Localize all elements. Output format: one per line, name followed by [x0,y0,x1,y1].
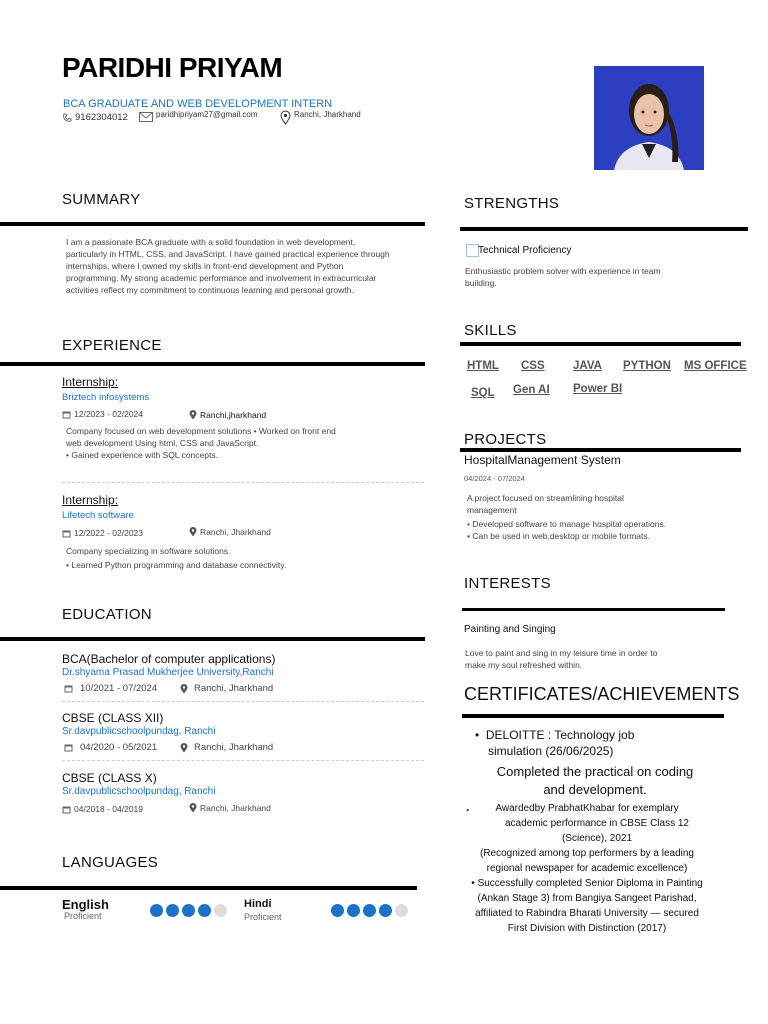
certificates-heading: CERTIFICATES/ACHIEVEMENTS [464,684,740,704]
calendar-icon [62,805,71,814]
calendar-icon [62,410,71,419]
email-icon [139,112,153,122]
certificate-diploma: • Successfully completed Senior Diploma in Painting (Ankan Stage 3) from Bangiya Sangeet Parishad, affiliated to Rabindra Bharati University — secured First Division with Distinction (2017) [471,878,703,934]
rating-dot [182,904,195,917]
rating-dot [166,904,179,917]
education-dates-1: 10/2021 - 07/2024 [64,683,157,694]
education-degree-1: BCA(Bachelor of computer applications) [62,652,276,666]
education-separator [62,701,424,702]
certificate-award: Awardedby PrabhatKhabar for exemplary academic performance in CBSE Class 12 (Science), 2021 (Recognized among top performers by a leading regional newspaper for academic excellence) [479,803,694,874]
phone-contact [62,112,128,123]
location-pin-icon [189,410,197,420]
job-company-2: Lifetech software [62,510,134,521]
calendar-icon [64,743,73,752]
skills-heading: SKILLS [464,322,517,339]
skill-tag: PYTHON [623,360,671,372]
job-title-2: Internship: [62,493,119,507]
location-pin-icon [189,527,197,537]
skill-tag: JAVA [573,360,602,372]
experience-heading: EXPERIENCE [62,337,162,354]
education-location-1: Ranchi, Jharkhand [180,683,273,694]
language-level-hindi: Proficient [244,912,282,922]
location-text: Ranchi, Jharkhand [294,110,361,119]
education-degree-2: CBSE (CLASS XII) [62,711,164,725]
education-school-3: Sr.davpublicschoolpundag, Ranchi [62,786,216,797]
languages-heading: LANGUAGES [62,854,159,871]
skill-tag: HTML [467,360,499,372]
rating-dot [347,904,360,917]
experience-divider [0,362,425,366]
languages-divider [0,886,417,890]
job-dates-2: 12/2022 - 02/2023 [62,528,143,538]
projects-divider [460,448,741,452]
bullet-icon: . [466,800,470,814]
resume-subtitle: BCA GRADUATE AND WEB DEVELOPMENT INTERN [63,98,333,110]
language-name-hindi: Hindi [244,898,272,910]
education-dates-2: 04/2020 - 05/2021 [64,742,157,753]
location-pin-icon [180,684,188,694]
summary-divider [0,222,425,226]
projects-heading: PROJECTS [464,431,547,448]
strength-item: Technical Proficiency [478,245,572,256]
education-degree-3: CBSE (CLASS X) [62,771,157,785]
education-school-2: Sr.davpublicschoolpundag, Ranchi [62,726,216,737]
phone-icon [62,113,72,123]
resume-name: PARIDHI PRIYAM [62,52,283,83]
education-divider [0,637,425,641]
education-location-2: Ranchi, Jharkhand [180,742,273,753]
language-name-english: English [62,897,109,912]
education-heading: EDUCATION [62,606,152,623]
rating-dot [379,904,392,917]
job-description-1: Company focused on web development solutions • Worked on front end web development Using html, CSS and JavaScript. • Gained experience with SQL concepts. [66,426,336,460]
interests-heading: INTERESTS [464,575,551,592]
education-school-1: Dr.shyama Prasad Mukherjee University,Ranchi [62,667,274,678]
skills-divider [460,342,741,346]
rating-dot [198,904,211,917]
job-title-1: Internship: [62,375,119,389]
language-level-english: Proficient [64,911,102,921]
rating-dot [395,904,408,917]
job-location-1: Ranchi,jharkhand [189,410,266,420]
strength-description: Enthusiastic problem solver with experience in team building. [465,266,661,288]
skill-tag: Power BI [573,383,623,395]
project-description: A project focused on streamlining hospital management • Developed software to manage hospital operations. • Can be used in web,desktop or mobile formats. [467,493,667,541]
calendar-icon [64,684,73,693]
project-name: HospitalManagement System [464,453,621,467]
skill-tag: SQL [471,387,495,399]
skill-tag: MS OFFICE [684,360,747,372]
location-contact [280,110,361,125]
certificate-deloitte: • DELOITTE : Technology job simulation (26/06/2025) [475,728,635,758]
skill-tag: Gen AI [513,384,550,396]
interest-description: Love to paint and sing in my leisure time in order to make my soul refreshed within. [465,648,658,670]
education-separator [62,760,424,761]
language-rating-english [150,904,230,922]
interest-item: Painting and Singing [464,624,556,635]
education-location-3: Ranchi, Jharkhand [189,803,271,813]
rating-dot [150,904,163,917]
job-company-1: Briztech infosystems [62,392,150,403]
certificates-divider [462,714,724,718]
rating-dot [331,904,344,917]
location-pin-icon [189,803,197,813]
email-contact [139,109,258,122]
certificate-practical: Completed the practical on coding and development. [496,764,694,797]
job-separator [62,482,424,483]
interests-divider [462,608,725,611]
location-pin-icon [280,110,291,125]
project-dates: 04/2024 - 07/2024 [464,474,525,483]
language-rating-hindi [331,904,411,922]
phone-number: 9162304012 [75,112,128,123]
summary-text: I am a passionate BCA graduate with a solid foundation in web development, particularly in HTML, CSS, and JavaScript. I have gained practical experience through internships, where I owned my skills in front-end development and Python programming. My strong academic performance and involvement in extracurricular activities reflect my commitment to continuous learning and personal growth. [66,237,390,295]
email-address: paridhipriyam27@gmail.com [156,109,258,119]
job-description-2: Company specializing in software solutions. • Learned Python programming and database connectivity. [66,546,287,570]
rating-dot [214,904,227,917]
strengths-heading: STRENGTHS [464,195,560,212]
strengths-divider [460,227,748,231]
job-dates-1: 12/2023 - 02/2024 [62,409,143,419]
profile-photo [594,66,704,170]
job-location-2: Ranchi, Jharkhand [189,527,271,537]
skill-tag: CSS [521,360,545,372]
education-dates-3: 04/2018 - 04/2019 [62,804,143,814]
calendar-icon [62,529,71,538]
location-pin-icon [180,743,188,753]
rating-dot [363,904,376,917]
summary-heading: SUMMARY [62,191,141,208]
